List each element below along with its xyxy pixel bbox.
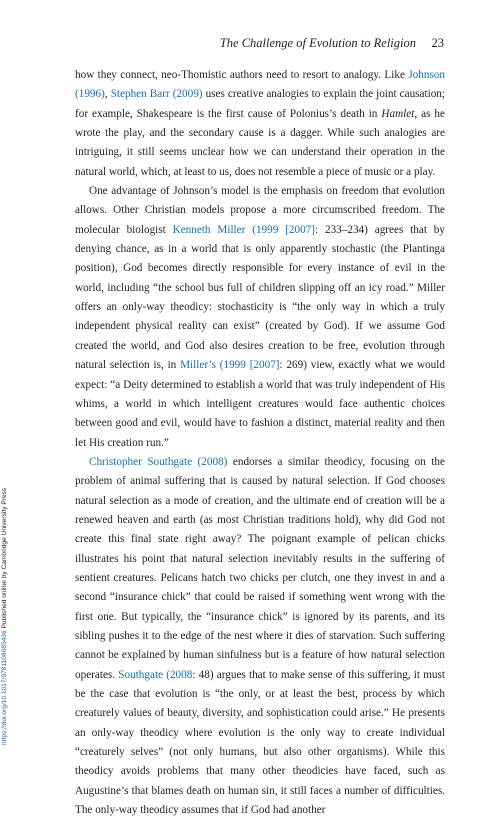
paragraph-3 bbox=[75, 453, 445, 820]
citation-link[interactable]: Johnson (1996) bbox=[75, 69, 445, 101]
text-run: endorses a similar theodicy, focusing on the problem of animal suffering that is caused by natural selection. If God chooses natural selection as a mode of creation, and the ultimate end of creation will be a renewed heaven and earth (as most Christian traditions hold), why did God not create this final state right away? The poignant example of pelican chicks illustrates his point that natural selection inevitably results in the suffering of sentient creatures. Pelicans hatch two chicks per clutch, one they invest in and a second “insurance chick” that could be raised if something went wrong with the first one. But typically, the “insurance chick” is ignored by its parents, and its sibling pushes it to the edge of the nest where it dies of starvation. Such suffering cannot be explained by human sinfulness but is a feature of how natural selection operates. bbox=[75, 455, 445, 681]
text-run: : 269) view, exactly what we would expect: “a Deity determined to establish a world that was truly independent of His whims, a world in which intelligent creatures would face authentic choices between good and evil, would have to fashion a distinct, material reality and then let His creation run.” bbox=[75, 359, 445, 449]
running-title: The Challenge of Evolution to Religion bbox=[219, 36, 416, 50]
citation-link[interactable]: Southgate (2008 bbox=[118, 668, 193, 681]
published-online-note: Published online by Cambridge University Press bbox=[1, 487, 8, 631]
text-run: uses creative analogies to explain the joint causation; for example, Shakespeare is the first cause of Polonius’s death in bbox=[75, 88, 445, 120]
text-run: : 233–234) agrees that by denying chance, as in a world that is only apparently stochastic (the Plantinga position), God becomes directly responsible for every instance of evil in the world, including “the school bus full of children slipping off an icy road.” Miller offers an only-way theodicy: stochasticity is “the only way in which a truly independent physical reality can exist” (created by God). If we assume God created the world, and God also desires creation to be free, evolution through natural selection is, in bbox=[75, 223, 445, 372]
paragraph-1 bbox=[75, 66, 445, 182]
italic-title: Hamlet bbox=[381, 107, 415, 120]
citation-link[interactable]: Miller’s (1999 [2007] bbox=[180, 359, 280, 372]
side-doi-note bbox=[1, 488, 8, 745]
text-run: , as he wrote the play, and the secondary cause is a dagger. While such analogies are intriguing, it still seems unclear how we can understand their operation in the natural world, which, at least to us, does not resemble a piece of music or a play. bbox=[75, 107, 445, 178]
citation-link[interactable]: Christopher Southgate (2008) bbox=[89, 455, 228, 468]
citation-link[interactable]: Stephen Barr (2009) bbox=[110, 88, 203, 101]
doi-link[interactable]: https://doi.org/10.1017/9781108685436 bbox=[1, 630, 8, 745]
text-run: how they connect, neo-Thomistic authors need to resort to analogy. Like bbox=[75, 69, 409, 81]
page-number: 23 bbox=[431, 36, 444, 50]
text-run: One advantage of Johnson’s model is the emphasis on freedom that evolution allows. Other Christian models propose a more circumscribed freedom. The molecular biologist bbox=[75, 185, 445, 236]
body-text bbox=[75, 66, 445, 820]
page-header bbox=[0, 36, 500, 54]
citation-link[interactable]: Kenneth Miller (1999 [2007] bbox=[172, 223, 316, 236]
paragraph-2 bbox=[75, 182, 445, 453]
text-run: : 48) argues that to make sense of this suffering, it must be the case that evolution is “the only, or at least the best, process by which creaturely values of beauty, diversity, and sophistication could arise.” He presents an only-way theodicy where evolution is the only way to create individual “creaturely selves” (not only humans, but also other organisms). While this theodicy avoids problems that many other theodicies have faced, such as Augustine’s that blames death on human sin, it still faces a number of difficulties. The only-way theodicy assumes that if God had another bbox=[75, 668, 445, 817]
text-run: , bbox=[104, 88, 111, 101]
